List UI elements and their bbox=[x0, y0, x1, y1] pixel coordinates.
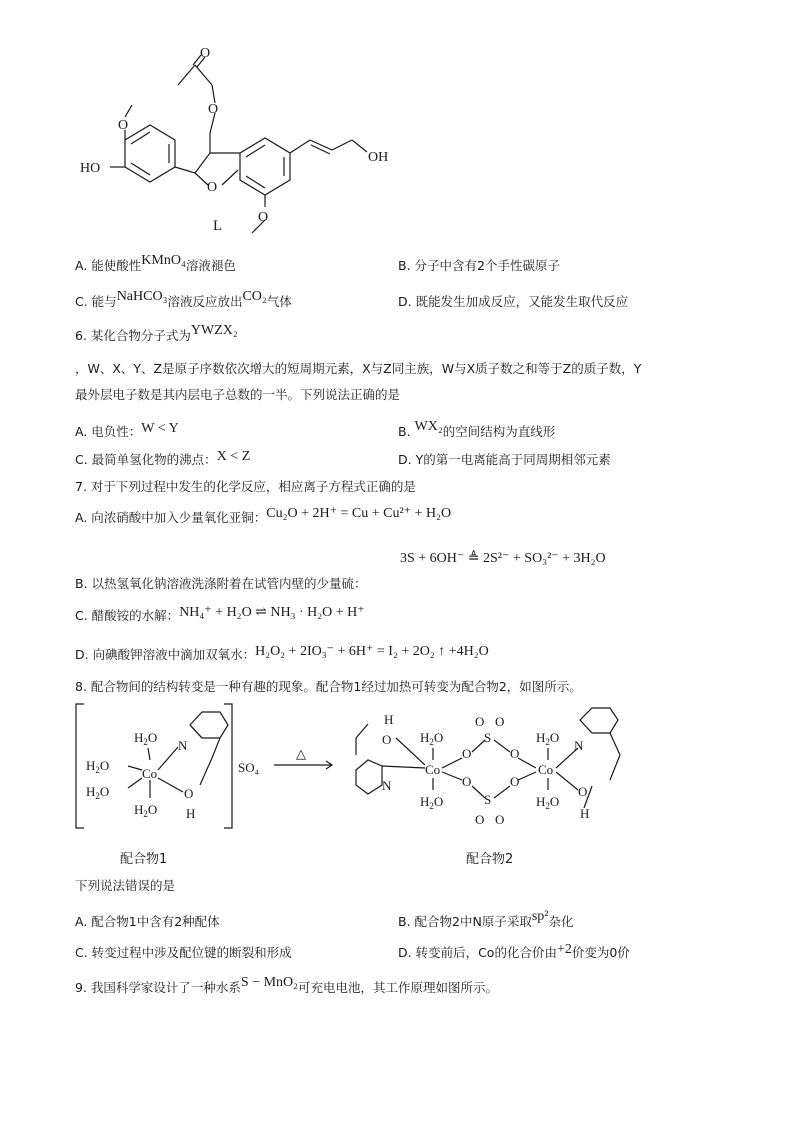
c2-o-4: O bbox=[495, 714, 505, 729]
c1-h2o-left2: $H_2O$ bbox=[86, 784, 110, 801]
ring-o: O bbox=[207, 180, 218, 195]
complex2-label: 配合物2 bbox=[466, 852, 514, 867]
oh-label: OH bbox=[368, 150, 389, 165]
q7-option-d: D. 向碘酸钾溶液中滴加双氧水：H₂O₂ + 2IO₃⁻ + 6H⁺ = I₂ + 2O₂ ↑ +4H₂O bbox=[75, 644, 489, 662]
ho-label: HO bbox=[80, 161, 101, 176]
q6-option-c: C. 最简单氢化物的沸点：X < Z bbox=[75, 449, 251, 467]
q7-option-c: C. 醋酸铵的水解：NH₄⁺ + H₂O ⇌ NH₃ · H₂O + H⁺ bbox=[75, 605, 365, 623]
q8-option-a: A. 配合物1中含有2种配体 bbox=[75, 914, 220, 929]
c2-o-6: O bbox=[495, 812, 505, 827]
c1-h2o-bottom: $H_2O$ bbox=[134, 802, 158, 819]
c2-co-right: Co bbox=[538, 762, 554, 777]
q6-option-a: A. 电负性：W < Y bbox=[75, 421, 179, 439]
c2-o-5: O bbox=[475, 812, 485, 827]
q7-option-b: B. 以热氢氧化钠溶液洗涤附着在试管内壁的少量硫： bbox=[75, 576, 367, 591]
arrow-label: △ bbox=[296, 746, 306, 761]
c2-o-3: O bbox=[475, 714, 485, 729]
q7-option-b-equation: 3S + 6OH⁻ ≜ 2S²⁻ + SO₃²⁻ + 3H₂O bbox=[400, 551, 606, 566]
c2-h2o-4: $H_2O$ bbox=[536, 794, 560, 811]
c1-h2o-left1: $H_2O$ bbox=[86, 758, 110, 775]
q6-option-b: B. WX₂的空间结构为直线形 bbox=[398, 419, 556, 439]
ester-o: O bbox=[208, 102, 219, 117]
c2-s-bottom: S bbox=[484, 792, 492, 807]
c2-n-left: N bbox=[382, 778, 392, 793]
c2-o-7: O bbox=[510, 746, 520, 761]
q8-option-d: D. 转变前后，Co的化合价由+2价变为0价 bbox=[398, 942, 630, 960]
c2-o-8: O bbox=[510, 774, 520, 789]
c2-o-right: O bbox=[578, 784, 588, 799]
complex1-label: 配合物1 bbox=[120, 852, 168, 867]
c1-n: N bbox=[178, 738, 188, 753]
c2-n-right: N bbox=[574, 738, 584, 753]
q5-option-d: D. 既能发生加成反应，又能发生取代反应 bbox=[398, 294, 629, 309]
q5-option-a: A. 能使酸性KMnO₄溶液褪色 bbox=[75, 253, 236, 273]
c2-h2o-3: $H_2O$ bbox=[536, 730, 560, 747]
c2-h-top: H bbox=[384, 712, 394, 727]
c2-h2o-2: $H_2O$ bbox=[420, 794, 444, 811]
q7-option-a: A. 向浓硝酸中加入少量氧化亚铜：Cu₂O + 2H⁺ = Cu + Cu²⁺ + H₂O bbox=[75, 506, 452, 525]
c1-h2o-top: $H_2O$ bbox=[134, 730, 158, 747]
c2-h2o-1: $H_2O$ bbox=[420, 730, 444, 747]
c2-o-top: O bbox=[382, 732, 392, 747]
q8-stem: 8. 配合物间的结构转变是一种有趣的现象。配合物1经过加热可转变为配合物2，如图所示。 bbox=[75, 679, 582, 694]
c2-o-1: O bbox=[462, 746, 472, 761]
c2-s-top: S bbox=[484, 730, 492, 745]
q7-stem: 7. 对于下列过程中发生的化学反应，相应离子方程式正确的是 bbox=[75, 479, 416, 494]
c2-o-2: O bbox=[462, 774, 472, 789]
methoxy-o-top: O bbox=[118, 118, 129, 133]
c2-co-left: Co bbox=[425, 762, 441, 777]
q6-line3: 最外层电子数是其内层电子总数的一半。下列说法正确的是 bbox=[75, 387, 401, 402]
q8-option-b: B. 配合物2中N原子采取sp²杂化 bbox=[398, 909, 574, 929]
q5-option-c: C. 能与NaHCO₃溶液反应放出CO₂气体 bbox=[75, 289, 292, 309]
methoxy-o-bottom: O bbox=[258, 210, 269, 225]
c2-h-right: H bbox=[580, 806, 590, 821]
c1-h: H bbox=[186, 806, 196, 821]
q6-stem: 6. 某化合物分子式为YWZX₂ bbox=[75, 323, 238, 343]
c1-co: Co bbox=[142, 766, 158, 781]
q9-stem: 9. 我国科学家设计了一种水系S − MnO₂可充电电池，其工作原理如图所示。 bbox=[75, 975, 499, 995]
q8-complex-diagram bbox=[70, 700, 670, 840]
structure-label: L bbox=[213, 218, 223, 234]
carbonyl-o: O bbox=[200, 46, 211, 61]
q8-follow: 下列说法错误的是 bbox=[75, 878, 176, 893]
q5-option-b: B. 分子中含有2个手性碳原子 bbox=[398, 258, 560, 273]
q6-line2: ，W、X、Y、Z是原子序数依次增大的短周期元素，X与Z同主族，W与X质子数之和等于Z的质子数，Y bbox=[75, 361, 642, 376]
c1-o: O bbox=[184, 786, 194, 801]
c1-so4: SO₄ bbox=[238, 760, 260, 775]
q8-option-c: C. 转变过程中涉及配位键的断裂和形成 bbox=[75, 945, 292, 960]
structure-L-diagram bbox=[70, 45, 430, 245]
q6-option-d: D. Y的第一电离能高于同周期相邻元素 bbox=[398, 452, 611, 467]
